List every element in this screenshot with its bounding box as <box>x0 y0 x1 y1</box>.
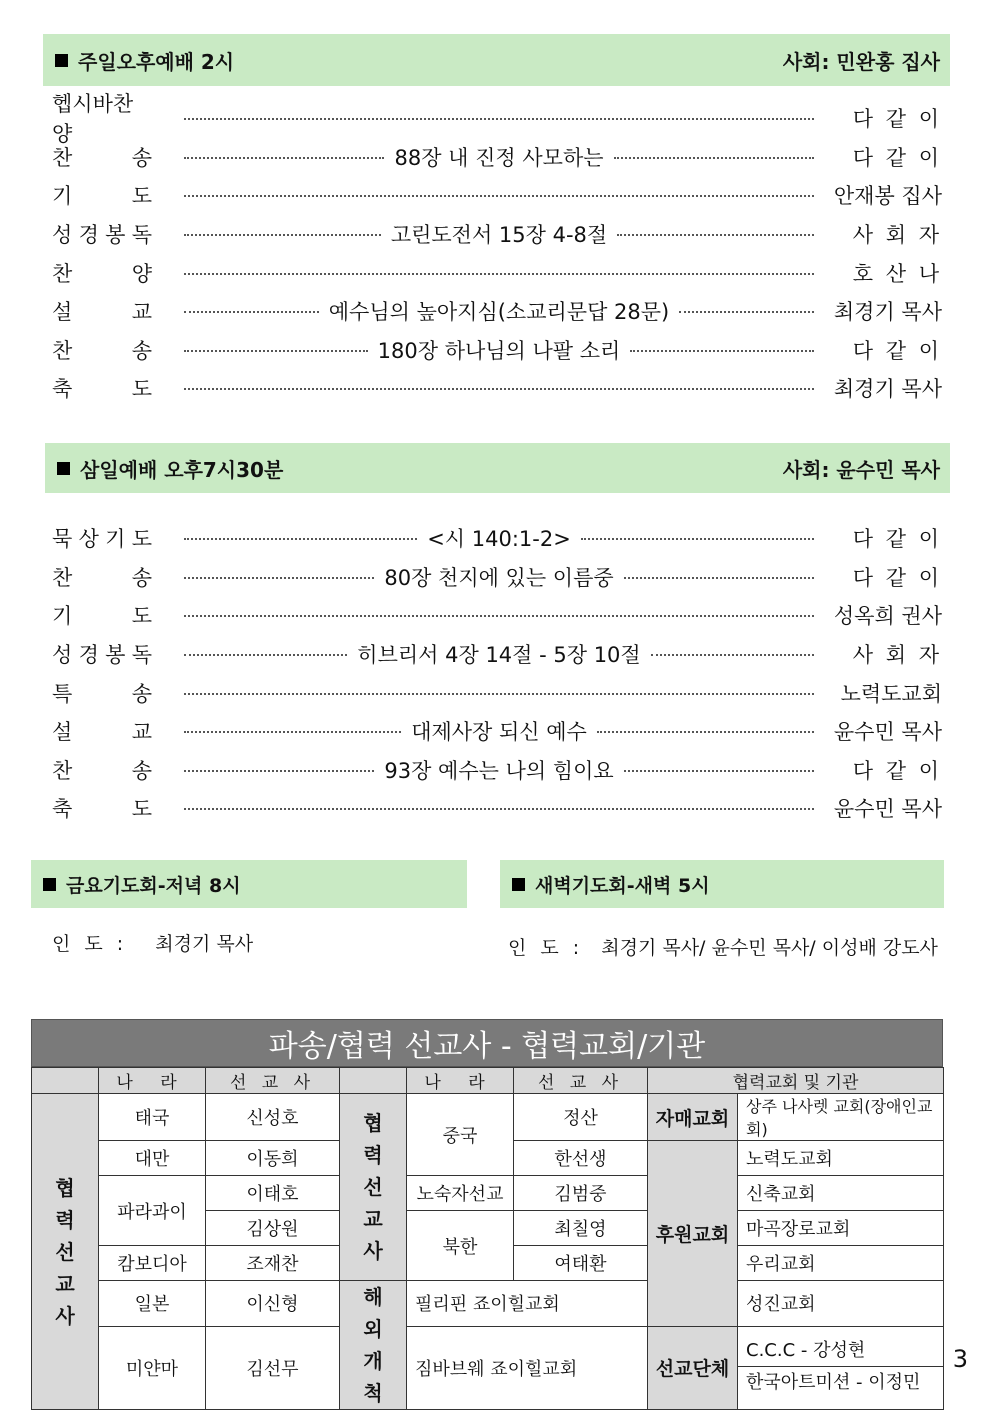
group-label-left-text: 협 력 선 교 사 <box>55 1175 75 1328</box>
order-label-char: 성 <box>52 643 73 668</box>
wednesday-order-list <box>52 519 942 828</box>
order-content: 예수님의 높아지심(소교리문답 28문) <box>328 300 670 325</box>
country-cell: 북한 <box>407 1211 514 1281</box>
order-row <box>52 176 942 215</box>
order-label-char: 도 <box>131 527 152 552</box>
dotted-leader <box>651 654 814 656</box>
page-number: 3 <box>952 1345 968 1373</box>
dotted-leader <box>184 118 814 120</box>
order-content: 고린도전서 15장 4-8절 <box>390 223 608 248</box>
order-person: 다 같 이 <box>852 145 942 170</box>
dawn-prayer-title: 새벽기도회-새벽 5시 <box>535 874 710 897</box>
order-row <box>52 673 942 712</box>
order-label-char: 설 <box>52 720 73 745</box>
order-label-char: 상 <box>78 527 99 552</box>
order-label-char: 송 <box>131 145 152 170</box>
missionary-cell: 조재찬 <box>206 1246 340 1281</box>
header-country: 나 라 <box>407 1068 514 1094</box>
order-leader <box>184 296 814 326</box>
sunday-service-header <box>43 34 950 86</box>
square-bullet-icon <box>57 462 70 475</box>
order-label <box>52 335 152 365</box>
order-label <box>52 373 152 403</box>
sister-church: 상주 나사렛 교회(장애인교회) <box>738 1094 944 1141</box>
header-missionary: 선 교 사 <box>514 1068 648 1094</box>
order-content: 히브리서 4장 14절 - 5장 10절 <box>357 643 641 668</box>
order-leader <box>184 193 814 197</box>
order-leader <box>184 271 814 275</box>
order-row <box>52 558 942 597</box>
order-leader <box>184 116 814 120</box>
order-label-char: 봉 <box>105 643 126 668</box>
missionary-cell: 여태환 <box>514 1246 648 1281</box>
country-cell: 미얀마 <box>99 1326 206 1409</box>
order-row <box>52 331 942 370</box>
order-row <box>52 789 942 828</box>
dotted-leader <box>581 538 814 540</box>
order-label-char: 송 <box>131 565 152 590</box>
mission-orgs <box>738 1326 944 1409</box>
country-cell: 대만 <box>99 1141 206 1176</box>
missions-grid <box>31 1067 944 1410</box>
mission-org-label: 선교단체 <box>648 1326 738 1409</box>
sunday-order-list <box>52 92 942 408</box>
country-cell: 일본 <box>99 1281 206 1327</box>
friday-leader <box>52 929 253 956</box>
order-person: 다 같 이 <box>852 527 942 552</box>
order-label <box>52 219 152 249</box>
header-blank <box>340 1068 407 1094</box>
overseas-label-text: 해 외 개 척 <box>363 1285 383 1405</box>
dotted-leader <box>597 731 814 733</box>
dotted-leader <box>624 770 814 772</box>
order-row <box>52 596 942 635</box>
group-label-mid-text: 협 력 선 교 사 <box>363 1111 383 1263</box>
overseas-label <box>340 1281 407 1410</box>
missionary-cell: 이신형 <box>206 1281 340 1327</box>
header-blank <box>32 1068 99 1094</box>
order-label-char: 찬 <box>52 261 73 286</box>
wednesday-service-host: 사회: 윤수민 목사 <box>782 457 940 482</box>
dotted-leader <box>184 234 381 236</box>
mission-org: C.C.C - 강성현 <box>738 1336 943 1367</box>
order-label-char: 설 <box>52 300 73 325</box>
order-label <box>52 142 152 172</box>
order-person: 다 같 이 <box>852 758 942 783</box>
order-leader <box>184 639 814 669</box>
overseas-church: 짐바브웨 죠이힐교회 <box>407 1326 648 1409</box>
missionary-cell: 김범중 <box>514 1176 648 1211</box>
dotted-leader <box>617 234 814 236</box>
order-label-char: 도 <box>131 604 152 629</box>
order-label-char: 송 <box>131 681 152 706</box>
order-label-char: 기 <box>52 604 73 629</box>
order-label <box>52 716 152 746</box>
country-cell: 노숙자선교 <box>407 1176 514 1211</box>
dotted-leader <box>630 350 814 352</box>
missions-title: 파송/협력 선교사 - 협력교회/기관 <box>31 1019 943 1067</box>
order-label-char: 기 <box>52 184 73 209</box>
order-person: 안재봉 집사 <box>833 184 942 209</box>
order-label-char: 축 <box>52 797 73 822</box>
order-leader <box>184 716 814 746</box>
dawn-leader-name: 최경기 목사/ 윤수민 목사/ 이성배 강도사 <box>601 937 938 959</box>
order-person: 다 같 이 <box>852 107 942 132</box>
order-label-char: 봉 <box>105 223 126 248</box>
sister-church-label: 자매교회 <box>648 1094 738 1141</box>
order-row <box>52 369 942 408</box>
order-label-char: 도 <box>131 377 152 402</box>
order-leader <box>184 691 814 695</box>
square-bullet-icon <box>43 878 56 891</box>
order-person: 다 같 이 <box>852 565 942 590</box>
dawn-prayer-header <box>500 860 944 908</box>
order-content: 대제사장 되신 예수 <box>411 720 587 745</box>
order-row <box>52 712 942 751</box>
dotted-leader <box>184 808 814 810</box>
missionary-cell: 이동희 <box>206 1141 340 1176</box>
dotted-leader <box>184 577 374 579</box>
order-person: 사 회 자 <box>852 223 942 248</box>
order-label-text: 헵시바찬양 <box>52 92 134 147</box>
square-bullet-icon <box>512 878 525 891</box>
order-leader <box>184 335 814 365</box>
order-content: 93장 예수는 나의 힘이요 <box>384 758 614 783</box>
order-content: <시 140:1-2> <box>427 527 571 552</box>
missionary-cell: 김선무 <box>206 1326 340 1409</box>
order-label <box>52 180 152 210</box>
order-person: 최경기 목사 <box>833 300 942 325</box>
country-cell: 태국 <box>99 1094 206 1141</box>
order-label-char: 찬 <box>52 145 73 170</box>
dotted-leader <box>184 654 347 656</box>
country-cell: 캄보디아 <box>99 1246 206 1281</box>
support-church: 우리교회 <box>738 1246 944 1281</box>
order-label <box>52 639 152 669</box>
header-missionary: 선 교 사 <box>206 1068 340 1094</box>
order-content: 88장 내 진정 사모하는 <box>394 145 604 170</box>
dotted-leader <box>184 311 319 313</box>
support-church: 마곡장로교회 <box>738 1211 944 1246</box>
order-row <box>52 92 942 147</box>
friday-leader-label: 인 도 : <box>52 933 128 955</box>
missionary-cell: 이태호 <box>206 1176 340 1211</box>
sunday-service-title: 주일오후예배 2시 <box>78 49 235 74</box>
order-leader <box>184 806 814 810</box>
dotted-leader <box>184 157 384 159</box>
dawn-leader-label: 인 도 : <box>508 937 584 959</box>
order-label-char: 특 <box>52 681 73 706</box>
order-label-char: 찬 <box>52 565 73 590</box>
order-label-char: 경 <box>78 643 99 668</box>
dotted-leader <box>184 770 374 772</box>
order-label-char: 교 <box>131 720 152 745</box>
order-label <box>52 793 152 823</box>
order-leader <box>184 523 814 553</box>
order-row <box>52 138 942 177</box>
order-label <box>52 600 152 630</box>
missionary-cell: 김상원 <box>206 1211 340 1246</box>
order-person: 사 회 자 <box>852 643 942 668</box>
order-person: 최경기 목사 <box>833 377 942 402</box>
order-person: 다 같 이 <box>852 338 942 363</box>
order-label-char: 도 <box>131 184 152 209</box>
support-church: 성진교회 <box>738 1281 944 1327</box>
order-leader <box>184 613 814 617</box>
order-content: 80장 천지에 있는 이름중 <box>384 565 614 590</box>
order-label-char: 찬 <box>52 338 73 363</box>
country-cell: 파라과이 <box>99 1176 206 1246</box>
order-label-char: 송 <box>131 758 152 783</box>
order-content: 180장 하나님의 나팔 소리 <box>377 338 621 363</box>
mission-org: 한국아트미션 - 이정민 <box>746 1372 921 1394</box>
order-label-char: 독 <box>131 223 152 248</box>
overseas-church: 필리핀 죠이힐교회 <box>407 1281 648 1327</box>
order-label-char: 찬 <box>52 758 73 783</box>
group-label-mid <box>340 1094 407 1281</box>
order-label-char: 경 <box>78 223 99 248</box>
order-leader <box>184 386 814 390</box>
square-bullet-icon <box>55 54 68 67</box>
order-label-char: 송 <box>131 338 152 363</box>
support-church-label: 후원교회 <box>648 1141 738 1327</box>
dotted-leader <box>184 388 814 390</box>
order-leader <box>184 562 814 592</box>
order-row <box>52 751 942 790</box>
missionary-cell: 정산 <box>514 1094 648 1141</box>
dotted-leader <box>614 157 814 159</box>
order-person: 성옥희 권사 <box>833 604 942 629</box>
order-person: 윤수민 목사 <box>833 797 942 822</box>
order-label-char: 성 <box>52 223 73 248</box>
order-person: 윤수민 목사 <box>833 720 942 745</box>
dotted-leader <box>679 311 814 313</box>
order-leader <box>184 219 814 249</box>
order-label-char: 기 <box>105 527 126 552</box>
order-label-char: 축 <box>52 377 73 402</box>
friday-leader-name: 최경기 목사 <box>155 933 254 955</box>
missionary-cell: 한선생 <box>514 1141 648 1176</box>
order-person: 호 산 나 <box>852 261 942 286</box>
order-row <box>52 292 942 331</box>
order-row <box>52 215 942 254</box>
country-cell: 중국 <box>407 1094 514 1176</box>
order-label-char: 독 <box>131 643 152 668</box>
order-row <box>52 635 942 674</box>
dotted-leader <box>184 273 814 275</box>
order-row <box>52 253 942 292</box>
friday-prayer-header <box>31 860 467 908</box>
group-label-left <box>32 1094 99 1410</box>
support-church: 신축교회 <box>738 1176 944 1211</box>
dotted-leader <box>184 195 814 197</box>
dotted-leader <box>184 693 814 695</box>
support-church: 노력도교회 <box>738 1141 944 1176</box>
order-label-char: 양 <box>131 261 152 286</box>
order-person: 노력도교회 <box>840 681 942 706</box>
order-label <box>52 755 152 785</box>
order-row <box>52 519 942 558</box>
order-leader <box>184 755 814 785</box>
order-label <box>52 562 152 592</box>
order-label-char: 묵 <box>52 527 73 552</box>
wednesday-service-header <box>45 443 950 493</box>
dotted-leader <box>624 577 814 579</box>
order-label <box>52 296 152 326</box>
order-label-char: 도 <box>131 797 152 822</box>
missionary-cell: 최칠영 <box>514 1211 648 1246</box>
dawn-leader <box>508 933 938 960</box>
order-label <box>52 258 152 288</box>
dotted-leader <box>184 350 368 352</box>
friday-prayer-title: 금요기도회-저녁 8시 <box>66 874 241 897</box>
header-country: 나 라 <box>99 1068 206 1094</box>
missionary-cell: 신성호 <box>206 1094 340 1141</box>
order-leader <box>184 142 814 172</box>
dotted-leader <box>184 615 814 617</box>
order-label <box>52 678 152 708</box>
missions-table <box>31 1019 943 1410</box>
header-church: 협력교회 및 기관 <box>648 1068 944 1094</box>
sunday-service-host: 사회: 민완홍 집사 <box>782 49 940 74</box>
dotted-leader <box>184 538 417 540</box>
wednesday-service-title: 삼일예배 오후7시30분 <box>80 457 284 482</box>
order-label-char: 교 <box>131 300 152 325</box>
dotted-leader <box>184 731 401 733</box>
order-label <box>52 523 152 553</box>
